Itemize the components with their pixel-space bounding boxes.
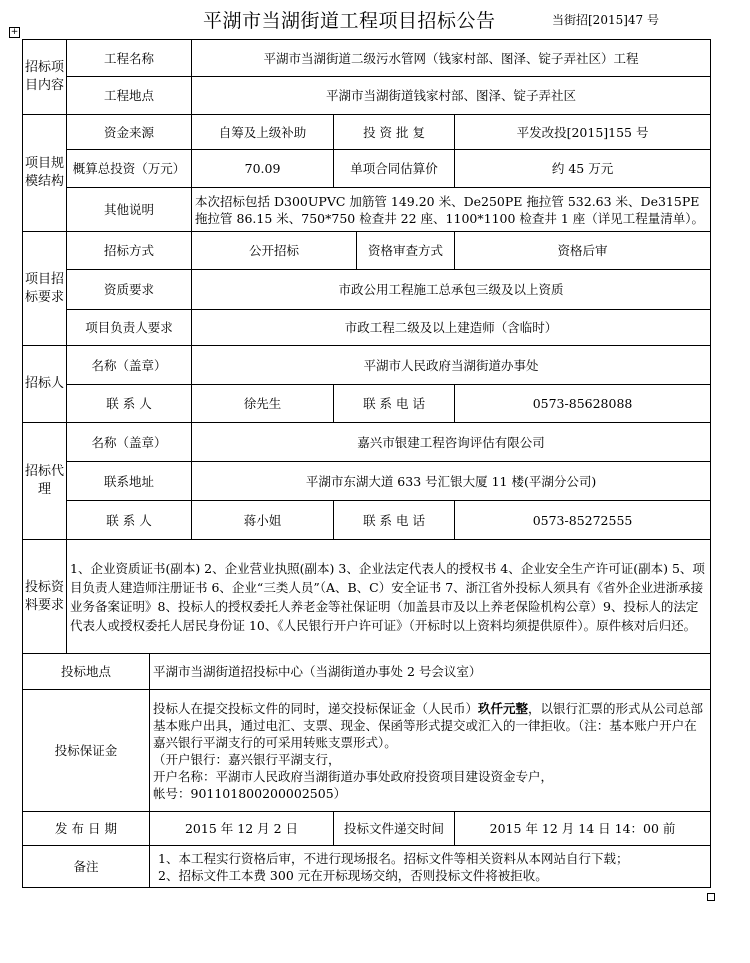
project-name-label: 工程名称 [67,40,192,77]
tender-notice-table [22,39,711,888]
agent-name-value: 嘉兴市银建工程咨询评估有限公司 [192,423,711,462]
page-header [0,6,750,32]
tenderer-contact-value: 徐先生 [192,385,334,423]
page-title: 平湖市当湖街道工程项目招标公告 [203,10,496,32]
agent-address-label: 联系地址 [67,462,192,501]
bond-details [150,690,711,812]
manager-label: 项目负责人要求 [67,310,192,346]
funding-label: 资金来源 [67,115,192,150]
notice-code: 当街招[2015]47 号 [552,13,659,27]
section-materials: 投标资料要求 [23,540,67,654]
remarks-line-1: 1、本工程实行资格后审，不进行现场报名。招标文件等相关资料从本网站自行下载； [158,850,629,866]
manager-value: 市政工程二级及以上建造师（含临时） [192,310,711,346]
funding-value: 自筹及上级补助 [192,115,334,150]
review-value: 资格后审 [455,232,711,270]
materials-text: 1、企业资质证书(副本) 2、企业营业执照(副本) 3、企业法定代表人的授权书 4、企业安全生产许可证(副本) 5、项目负责人建造师注册证书 6、企业“三类人员”（A、B、C）安全证书 7、浙江省外投标人须具有《省外企业进浙承接业务备案证明》8、投标人的授权委托人养老金等社保证明（加盖县市及以上养老保险机构公章）9、投标人的法定代表人或授权委托人居民身份证 10、《人民银行开户许可证》（开标时以上资料均须提供原件）。原件核对后归还。 [67,540,711,654]
project-name-value: 平湖市当湖街道二级污水管网（钱家村部、图泽、锭子弄社区）工程 [192,40,711,77]
remarks-content [150,846,711,888]
bond-account-no: 帐号：901101800200002505） [153,785,347,801]
section-tenderer: 招标人 [23,346,67,423]
bond-account-name: 开户名称：平湖市人民政府当湖街道办事处政府投资项目建设资金专户， [153,768,554,784]
other-value: 本次招标包括 D300UPVC 加筋管 149.20 米、De250PE 拖拉管 532.63 米、De315PE 拖拉管 86.15 米、750*750 检查井 22 座、1100*1100 检查井 1 座（详见工程量清单）。 [192,188,711,232]
bond-label: 投标保证金 [23,690,150,812]
section-content: 招标项目内容 [23,40,67,115]
submission-time-value: 2015 年 12 月 14 日 14：00 前 [455,812,711,846]
remarks-line-2: 2、招标文件工本费 300 元在开标现场交纳，否则投标文件将被拒收。 [158,867,548,883]
project-location-label: 工程地点 [67,77,192,115]
agent-address-value: 平湖市东湖大道 633 号汇银大厦 11 楼(平湖分公司) [192,462,711,501]
agent-contact-label: 联 系 人 [67,501,192,540]
budget-value: 70.09 [192,150,334,188]
method-value: 公开招标 [192,232,357,270]
bond-amount: 玖仟元整 [478,700,529,716]
method-label: 招标方式 [67,232,192,270]
bond-requirement: 投标人在提交投标文件的同时，递交投标保证金（人民币）玖仟元整，以银行汇票的形式从公司总部基本账户出具，通过电汇、支票、现金、保函等形式提交或汇入的一律拒收。（注：基本账户开户在嘉兴银行平湖支行的可采用转账支票形式）。 [153,700,704,750]
tenderer-name-value: 平湖市人民政府当湖街道办事处 [192,346,711,385]
submission-time-label: 投标文件递交时间 [334,812,455,846]
agent-phone-label: 联 系 电 话 [334,501,455,540]
agent-contact-value: 蒋小姐 [192,501,334,540]
contract-estimate-label: 单项合同估算价 [334,150,455,188]
remarks-label: 备注 [23,846,150,888]
review-label: 资格审查方式 [357,232,455,270]
approval-value: 平发改投[2015]155 号 [455,115,711,150]
qualification-value: 市政公用工程施工总承包三级及以上资质 [192,270,711,310]
publish-date-label: 发 布 日 期 [23,812,150,846]
publish-date-value: 2015 年 12 月 2 日 [150,812,334,846]
tenderer-contact-label: 联 系 人 [67,385,192,423]
bond-bank: （开户银行：嘉兴银行平湖支行， [153,751,341,767]
qualification-label: 资质要求 [67,270,192,310]
agent-phone-value: 0573-85272555 [455,501,711,540]
section-scale: 项目规模结构 [23,115,67,232]
project-location-value: 平湖市当湖街道钱家村部、图泽、锭子弄社区 [192,77,711,115]
section-agent: 招标代理 [23,423,67,540]
contract-estimate-value: 约 45 万元 [455,150,711,188]
tenderer-phone-value: 0573-85628088 [455,385,711,423]
bid-location-value: 平湖市当湖街道招投标中心（当湖街道办事处 2 号会议室） [150,654,711,690]
agent-name-label: 名称（盖章） [67,423,192,462]
tenderer-name-label: 名称（盖章） [67,346,192,385]
other-label: 其他说明 [67,188,192,232]
bid-location-label: 投标地点 [23,654,150,690]
budget-label: 概算总投资（万元） [67,150,192,188]
section-requirements: 项目招标要求 [23,232,67,346]
table-resize-handle-icon[interactable] [707,893,715,901]
table-move-handle-icon[interactable]: + [10,27,19,37]
tenderer-phone-label: 联 系 电 话 [334,385,455,423]
approval-label: 投 资 批 复 [334,115,455,150]
